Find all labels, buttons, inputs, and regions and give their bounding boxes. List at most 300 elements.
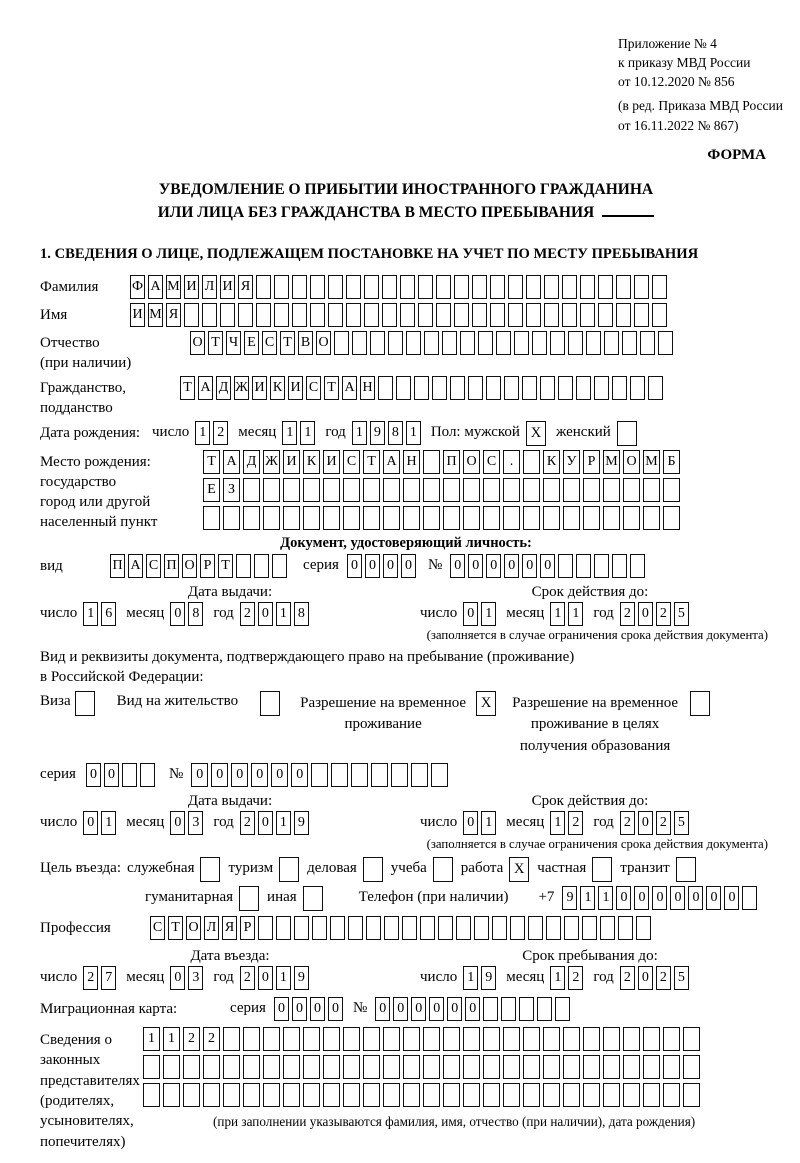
form-cell[interactable]: [323, 1027, 340, 1051]
form-cell[interactable]: 0: [258, 811, 273, 835]
form-cell[interactable]: 0: [468, 554, 483, 578]
form-cell[interactable]: [483, 1055, 500, 1079]
form-cell[interactable]: [583, 506, 600, 530]
form-cell[interactable]: [438, 916, 453, 940]
form-cell[interactable]: 0: [258, 966, 273, 990]
form-cell[interactable]: [343, 478, 360, 502]
form-cell[interactable]: 1: [143, 1027, 160, 1051]
form-cell[interactable]: [496, 331, 511, 355]
form-cell[interactable]: [463, 1083, 480, 1107]
form-cell[interactable]: 1: [101, 811, 116, 835]
form-cell[interactable]: [508, 303, 523, 327]
form-cell[interactable]: 2: [568, 811, 583, 835]
form-cell[interactable]: С: [343, 450, 360, 474]
form-cell[interactable]: [643, 1055, 660, 1079]
form-cell[interactable]: [403, 506, 420, 530]
form-cell[interactable]: 0: [258, 602, 273, 626]
form-cell[interactable]: [510, 916, 525, 940]
form-cell[interactable]: [501, 997, 516, 1021]
checkbox-temp-residence[interactable]: X: [476, 691, 496, 716]
form-cell[interactable]: [582, 916, 597, 940]
form-cell[interactable]: [544, 275, 559, 299]
form-cell[interactable]: Л: [204, 916, 219, 940]
form-cell[interactable]: 7: [101, 966, 116, 990]
checkbox-sluzhebnaya[interactable]: [200, 857, 220, 882]
form-cell[interactable]: [583, 1083, 600, 1107]
form-cell[interactable]: С: [146, 554, 161, 578]
checkbox-ucheba[interactable]: [433, 857, 453, 882]
checkbox-inaya[interactable]: [303, 886, 323, 911]
form-cell[interactable]: [220, 303, 235, 327]
form-cell[interactable]: [443, 1055, 460, 1079]
form-cell[interactable]: 2: [620, 966, 635, 990]
form-cell[interactable]: [378, 376, 393, 400]
form-cell[interactable]: 2: [83, 966, 98, 990]
form-cell[interactable]: 2: [620, 602, 635, 626]
form-cell[interactable]: [526, 303, 541, 327]
form-cell[interactable]: [442, 331, 457, 355]
form-cell[interactable]: Д: [243, 450, 260, 474]
form-cell[interactable]: 9: [294, 811, 309, 835]
checkbox-rabota[interactable]: X: [509, 857, 529, 882]
form-cell[interactable]: .: [503, 450, 520, 474]
form-cell[interactable]: [550, 331, 565, 355]
form-cell[interactable]: 1: [300, 421, 315, 445]
form-cell[interactable]: [418, 275, 433, 299]
form-cell[interactable]: [463, 1055, 480, 1079]
form-cell[interactable]: 0: [638, 811, 653, 835]
checkbox-residence-permit[interactable]: [260, 691, 280, 716]
form-cell[interactable]: [423, 478, 440, 502]
form-cell[interactable]: [258, 916, 273, 940]
form-cell[interactable]: [522, 376, 537, 400]
form-cell[interactable]: 1: [406, 421, 421, 445]
form-cell[interactable]: 1: [481, 811, 496, 835]
form-cell[interactable]: [243, 478, 260, 502]
form-cell[interactable]: Т: [168, 916, 183, 940]
form-cell[interactable]: [490, 303, 505, 327]
form-cell[interactable]: 0: [292, 997, 307, 1021]
form-cell[interactable]: [683, 1027, 700, 1051]
form-cell[interactable]: [576, 554, 591, 578]
form-cell[interactable]: О: [190, 331, 205, 355]
form-cell[interactable]: [312, 916, 327, 940]
form-cell[interactable]: Д: [216, 376, 231, 400]
form-cell[interactable]: [183, 1083, 200, 1107]
form-cell[interactable]: Т: [208, 331, 223, 355]
form-cell[interactable]: 2: [568, 966, 583, 990]
form-cell[interactable]: М: [148, 303, 163, 327]
form-cell[interactable]: [310, 275, 325, 299]
form-cell[interactable]: 2: [656, 602, 671, 626]
form-cell[interactable]: [643, 478, 660, 502]
form-cell[interactable]: [523, 1055, 540, 1079]
form-cell[interactable]: 2: [183, 1027, 200, 1051]
form-cell[interactable]: [423, 1027, 440, 1051]
form-cell[interactable]: [598, 275, 613, 299]
form-cell[interactable]: И: [323, 450, 340, 474]
form-cell[interactable]: [443, 478, 460, 502]
form-cell[interactable]: [436, 303, 451, 327]
form-cell[interactable]: [468, 376, 483, 400]
form-cell[interactable]: [396, 376, 411, 400]
form-cell[interactable]: С: [150, 916, 165, 940]
form-cell[interactable]: [346, 303, 361, 327]
form-cell[interactable]: [303, 506, 320, 530]
form-cell[interactable]: [400, 275, 415, 299]
form-cell[interactable]: [623, 1055, 640, 1079]
form-cell[interactable]: [463, 478, 480, 502]
checkbox-temp-residence-education[interactable]: [690, 691, 710, 716]
form-cell[interactable]: 0: [83, 811, 98, 835]
form-cell[interactable]: [274, 275, 289, 299]
form-cell[interactable]: П: [164, 554, 179, 578]
form-cell[interactable]: [558, 554, 573, 578]
form-cell[interactable]: Т: [363, 450, 380, 474]
form-cell[interactable]: И: [283, 450, 300, 474]
form-cell[interactable]: [454, 303, 469, 327]
form-cell[interactable]: 0: [724, 886, 739, 910]
form-cell[interactable]: [503, 1027, 520, 1051]
form-cell[interactable]: [363, 1083, 380, 1107]
form-cell[interactable]: [303, 1055, 320, 1079]
form-cell[interactable]: 0: [104, 763, 119, 787]
form-cell[interactable]: [643, 1027, 660, 1051]
form-cell[interactable]: 0: [706, 886, 721, 910]
form-cell[interactable]: Р: [583, 450, 600, 474]
form-cell[interactable]: [243, 1027, 260, 1051]
form-cell[interactable]: 0: [170, 811, 185, 835]
form-cell[interactable]: 5: [674, 811, 689, 835]
form-cell[interactable]: [364, 303, 379, 327]
form-cell[interactable]: [612, 376, 627, 400]
form-cell[interactable]: Т: [324, 376, 339, 400]
form-cell[interactable]: [504, 376, 519, 400]
form-cell[interactable]: К: [303, 450, 320, 474]
form-cell[interactable]: [478, 331, 493, 355]
form-cell[interactable]: [603, 478, 620, 502]
form-cell[interactable]: [663, 478, 680, 502]
form-cell[interactable]: [543, 1083, 560, 1107]
form-cell[interactable]: 0: [393, 997, 408, 1021]
form-cell[interactable]: [202, 303, 217, 327]
form-cell[interactable]: [594, 376, 609, 400]
form-cell[interactable]: [555, 997, 570, 1021]
form-cell[interactable]: [463, 506, 480, 530]
form-cell[interactable]: 2: [240, 811, 255, 835]
form-cell[interactable]: [411, 763, 428, 787]
form-cell[interactable]: [604, 331, 619, 355]
form-cell[interactable]: [303, 1027, 320, 1051]
form-cell[interactable]: [503, 1055, 520, 1079]
form-cell[interactable]: 9: [562, 886, 577, 910]
form-cell[interactable]: А: [223, 450, 240, 474]
form-cell[interactable]: 1: [568, 602, 583, 626]
form-cell[interactable]: 8: [388, 421, 403, 445]
form-cell[interactable]: 0: [465, 997, 480, 1021]
form-cell[interactable]: 1: [598, 886, 613, 910]
form-cell[interactable]: 0: [486, 554, 501, 578]
form-cell[interactable]: [443, 1027, 460, 1051]
form-cell[interactable]: [363, 506, 380, 530]
form-cell[interactable]: [292, 303, 307, 327]
form-cell[interactable]: Ж: [263, 450, 280, 474]
form-cell[interactable]: [163, 1083, 180, 1107]
form-cell[interactable]: [663, 506, 680, 530]
form-cell[interactable]: [366, 916, 381, 940]
form-cell[interactable]: [616, 275, 631, 299]
form-cell[interactable]: [523, 478, 540, 502]
form-cell[interactable]: [450, 376, 465, 400]
form-cell[interactable]: [223, 1055, 240, 1079]
form-cell[interactable]: [400, 303, 415, 327]
form-cell[interactable]: Е: [244, 331, 259, 355]
form-cell[interactable]: 0: [522, 554, 537, 578]
form-cell[interactable]: [540, 376, 555, 400]
form-cell[interactable]: [263, 1083, 280, 1107]
form-cell[interactable]: [371, 763, 388, 787]
form-cell[interactable]: [423, 1083, 440, 1107]
form-cell[interactable]: 0: [634, 886, 649, 910]
form-cell[interactable]: [143, 1055, 160, 1079]
form-cell[interactable]: И: [252, 376, 267, 400]
form-cell[interactable]: 0: [450, 554, 465, 578]
form-cell[interactable]: 0: [375, 997, 390, 1021]
form-cell[interactable]: [663, 1027, 680, 1051]
form-cell[interactable]: [352, 331, 367, 355]
form-cell[interactable]: Я: [238, 275, 253, 299]
form-cell[interactable]: [238, 303, 253, 327]
form-cell[interactable]: [328, 275, 343, 299]
form-cell[interactable]: [583, 478, 600, 502]
form-cell[interactable]: [474, 916, 489, 940]
form-cell[interactable]: 0: [429, 997, 444, 1021]
form-cell[interactable]: 0: [411, 997, 426, 1021]
checkbox-male[interactable]: X: [526, 421, 546, 446]
form-cell[interactable]: [283, 1055, 300, 1079]
form-cell[interactable]: 0: [670, 886, 685, 910]
form-cell[interactable]: П: [110, 554, 125, 578]
form-cell[interactable]: [343, 506, 360, 530]
form-cell[interactable]: 0: [251, 763, 268, 787]
form-cell[interactable]: [140, 763, 155, 787]
form-cell[interactable]: [294, 916, 309, 940]
form-cell[interactable]: 0: [447, 997, 462, 1021]
form-cell[interactable]: [388, 331, 403, 355]
form-cell[interactable]: Е: [203, 478, 220, 502]
form-cell[interactable]: [423, 506, 440, 530]
form-cell[interactable]: [203, 1083, 220, 1107]
form-cell[interactable]: [431, 763, 448, 787]
form-cell[interactable]: У: [563, 450, 580, 474]
form-cell[interactable]: [328, 303, 343, 327]
form-cell[interactable]: [323, 506, 340, 530]
form-cell[interactable]: [443, 506, 460, 530]
form-cell[interactable]: [568, 331, 583, 355]
form-cell[interactable]: [454, 275, 469, 299]
form-cell[interactable]: С: [306, 376, 321, 400]
form-cell[interactable]: [503, 478, 520, 502]
form-cell[interactable]: [346, 275, 361, 299]
form-cell[interactable]: [616, 303, 631, 327]
checkbox-visa[interactable]: [75, 691, 95, 716]
form-cell[interactable]: [652, 275, 667, 299]
form-cell[interactable]: [383, 1083, 400, 1107]
title-blank-field[interactable]: [602, 204, 654, 217]
form-cell[interactable]: [183, 1055, 200, 1079]
form-cell[interactable]: 0: [688, 886, 703, 910]
form-cell[interactable]: [630, 376, 645, 400]
form-cell[interactable]: 1: [195, 421, 210, 445]
form-cell[interactable]: 1: [550, 811, 565, 835]
form-cell[interactable]: 6: [101, 602, 116, 626]
form-cell[interactable]: Т: [218, 554, 233, 578]
form-cell[interactable]: [391, 763, 408, 787]
form-cell[interactable]: [523, 1083, 540, 1107]
form-cell[interactable]: [351, 763, 368, 787]
form-cell[interactable]: О: [316, 331, 331, 355]
form-cell[interactable]: [483, 478, 500, 502]
form-cell[interactable]: [436, 275, 451, 299]
form-cell[interactable]: [263, 478, 280, 502]
form-cell[interactable]: [594, 554, 609, 578]
form-cell[interactable]: [402, 916, 417, 940]
form-cell[interactable]: С: [483, 450, 500, 474]
form-cell[interactable]: [348, 916, 363, 940]
checkbox-gumanitarnaya[interactable]: [239, 886, 259, 911]
form-cell[interactable]: [630, 554, 645, 578]
form-cell[interactable]: [483, 1027, 500, 1051]
form-cell[interactable]: [580, 303, 595, 327]
form-cell[interactable]: 9: [294, 966, 309, 990]
form-cell[interactable]: [523, 506, 540, 530]
form-cell[interactable]: [583, 1027, 600, 1051]
form-cell[interactable]: Ж: [234, 376, 249, 400]
form-cell[interactable]: [323, 1055, 340, 1079]
form-cell[interactable]: [472, 303, 487, 327]
form-cell[interactable]: [203, 1055, 220, 1079]
form-cell[interactable]: [580, 275, 595, 299]
form-cell[interactable]: М: [166, 275, 181, 299]
form-cell[interactable]: [683, 1055, 700, 1079]
form-cell[interactable]: 1: [550, 602, 565, 626]
form-cell[interactable]: О: [182, 554, 197, 578]
form-cell[interactable]: Р: [240, 916, 255, 940]
form-cell[interactable]: [563, 1055, 580, 1079]
form-cell[interactable]: [514, 331, 529, 355]
form-cell[interactable]: 1: [83, 602, 98, 626]
form-cell[interactable]: 5: [674, 966, 689, 990]
form-cell[interactable]: [343, 1055, 360, 1079]
form-cell[interactable]: [537, 997, 552, 1021]
form-cell[interactable]: [526, 275, 541, 299]
form-cell[interactable]: Ч: [226, 331, 241, 355]
form-cell[interactable]: [203, 506, 220, 530]
form-cell[interactable]: [292, 275, 307, 299]
form-cell[interactable]: 8: [294, 602, 309, 626]
form-cell[interactable]: [600, 916, 615, 940]
form-cell[interactable]: А: [198, 376, 213, 400]
form-cell[interactable]: 1: [282, 421, 297, 445]
form-cell[interactable]: 0: [170, 966, 185, 990]
form-cell[interactable]: [403, 1055, 420, 1079]
form-cell[interactable]: [486, 376, 501, 400]
checkbox-tranzit[interactable]: [676, 857, 696, 882]
form-cell[interactable]: 0: [170, 602, 185, 626]
form-cell[interactable]: М: [643, 450, 660, 474]
form-cell[interactable]: Т: [180, 376, 195, 400]
form-cell[interactable]: 2: [240, 602, 255, 626]
form-cell[interactable]: [343, 1083, 360, 1107]
form-cell[interactable]: 1: [481, 602, 496, 626]
form-cell[interactable]: [492, 916, 507, 940]
form-cell[interactable]: П: [443, 450, 460, 474]
checkbox-turizm[interactable]: [279, 857, 299, 882]
form-cell[interactable]: [283, 506, 300, 530]
form-cell[interactable]: [243, 506, 260, 530]
form-cell[interactable]: [303, 1083, 320, 1107]
form-cell[interactable]: [363, 478, 380, 502]
form-cell[interactable]: [562, 275, 577, 299]
form-cell[interactable]: [276, 916, 291, 940]
form-cell[interactable]: [544, 303, 559, 327]
form-cell[interactable]: [558, 376, 573, 400]
form-cell[interactable]: [618, 916, 633, 940]
form-cell[interactable]: 0: [401, 554, 416, 578]
form-cell[interactable]: [658, 331, 673, 355]
form-cell[interactable]: [622, 331, 637, 355]
form-cell[interactable]: [564, 916, 579, 940]
form-cell[interactable]: 1: [550, 966, 565, 990]
form-cell[interactable]: [403, 1083, 420, 1107]
form-cell[interactable]: [423, 450, 440, 474]
form-cell[interactable]: [652, 303, 667, 327]
form-cell[interactable]: [503, 1083, 520, 1107]
form-cell[interactable]: 0: [463, 602, 478, 626]
form-cell[interactable]: [283, 1083, 300, 1107]
form-cell[interactable]: [331, 763, 348, 787]
form-cell[interactable]: Я: [166, 303, 181, 327]
form-cell[interactable]: [243, 1083, 260, 1107]
form-cell[interactable]: [563, 506, 580, 530]
form-cell[interactable]: 5: [674, 602, 689, 626]
form-cell[interactable]: Л: [202, 275, 217, 299]
form-cell[interactable]: 0: [231, 763, 248, 787]
form-cell[interactable]: [443, 1083, 460, 1107]
form-cell[interactable]: [576, 376, 591, 400]
form-cell[interactable]: А: [383, 450, 400, 474]
form-cell[interactable]: 2: [656, 966, 671, 990]
form-cell[interactable]: 0: [638, 966, 653, 990]
form-cell[interactable]: [122, 763, 137, 787]
form-cell[interactable]: [483, 997, 498, 1021]
form-cell[interactable]: [563, 1027, 580, 1051]
form-cell[interactable]: 0: [310, 997, 325, 1021]
form-cell[interactable]: [263, 1055, 280, 1079]
form-cell[interactable]: 3: [188, 811, 203, 835]
form-cell[interactable]: 0: [328, 997, 343, 1021]
form-cell[interactable]: [543, 506, 560, 530]
form-cell[interactable]: [612, 554, 627, 578]
form-cell[interactable]: Р: [200, 554, 215, 578]
form-cell[interactable]: [456, 916, 471, 940]
form-cell[interactable]: 0: [652, 886, 667, 910]
form-cell[interactable]: [603, 1055, 620, 1079]
form-cell[interactable]: [546, 916, 561, 940]
form-cell[interactable]: 0: [86, 763, 101, 787]
form-cell[interactable]: [236, 554, 251, 578]
form-cell[interactable]: [683, 1083, 700, 1107]
